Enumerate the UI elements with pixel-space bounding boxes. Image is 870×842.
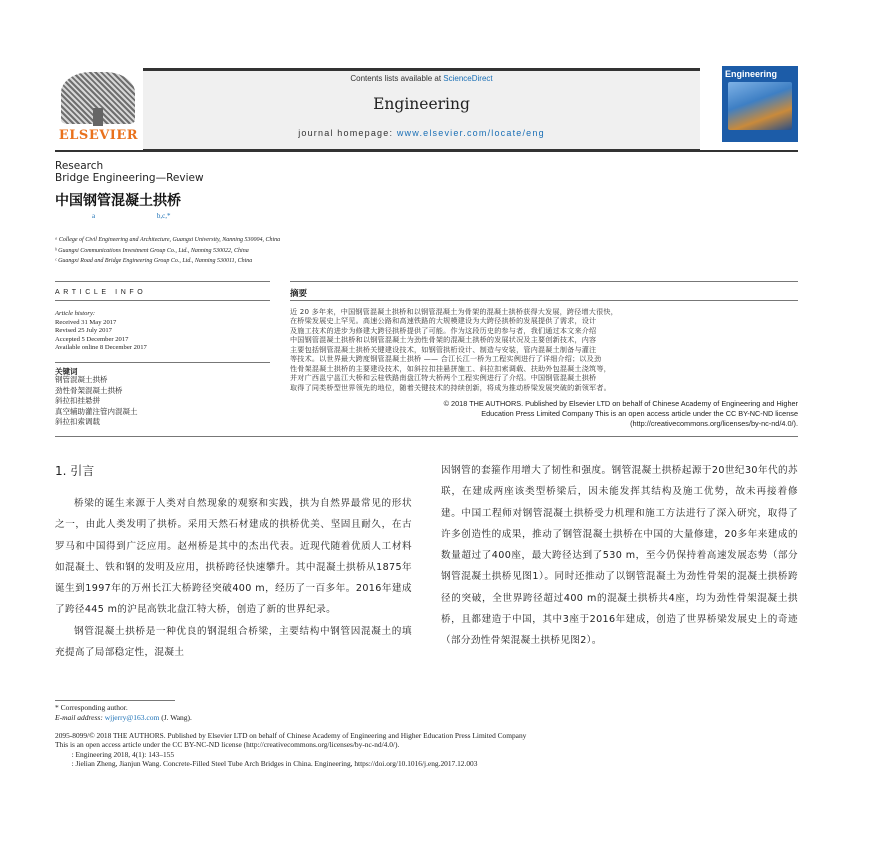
footer-line: : Engineering 2018, 4(1): 143–155 bbox=[55, 749, 175, 759]
article-title: 中国钢管混凝土拱桥 bbox=[55, 193, 181, 209]
journal-header bbox=[143, 68, 700, 151]
email-line: E-mail address: wjjerry@163.com (J. Wang). bbox=[55, 713, 192, 722]
keyword-item: 斜拉扣索调载 bbox=[55, 417, 100, 426]
abstract-line: 并对广西邕宁邕江大桥和云桂铁路南盘江特大桥两个工程实例进行了介绍。中国钢管混凝土拱桥 bbox=[290, 373, 597, 383]
keyword-item: 劲性骨架混凝土拱桥 bbox=[55, 385, 123, 395]
abstract-line: 主要包括钢管混凝土拱桥关键建设技术，如钢管拱桁设计、制造与安装，管内混凝土制备与灌注 bbox=[290, 344, 597, 354]
elsevier-logo bbox=[55, 68, 142, 146]
abstract-line: 在桥梁发展史上罕见。高速公路和高速铁路的大规模建设为大跨径拱桥的发展提供了需求，设计 bbox=[290, 316, 597, 326]
abstract-copyright: © 2018 THE AUTHORS. Published by Elsevier LTD on behalf of Chinese Academy of Engineering and Higher Education Press Limited Company This is an open access article under the CC BY-NC-ND license (http://creativecommons.org/licenses/by-nc-nd/4.0/). bbox=[443, 399, 798, 428]
abstract-text bbox=[290, 307, 798, 392]
abstract-line: 性骨架混凝土拱桥的主要建设技术，如斜拉扣挂悬拼施工、斜拉扣索调载、扶助外包混凝土浇筑等， bbox=[290, 363, 611, 373]
elsevier-wordmark: ELSEVIER bbox=[58, 128, 139, 143]
journal-name: Engineering bbox=[373, 95, 470, 113]
section-title: 1. 引言 bbox=[55, 464, 95, 478]
footnote-rule bbox=[55, 700, 175, 701]
article-type bbox=[55, 160, 204, 184]
article-info-history-rule bbox=[55, 362, 270, 363]
abstract-top-rule bbox=[290, 281, 798, 282]
keyword-item: 真空辅助灌注管内混凝土 bbox=[55, 406, 138, 416]
footer-line: 2095-8099/© 2018 THE AUTHORS. Published by Elsevier LTD on behalf of Chinese Academy of Engineering and Higher Education Press Limited Company bbox=[55, 731, 527, 740]
article-category: Research bbox=[55, 160, 104, 172]
homepage-link[interactable]: www.elsevier.com/locate/eng bbox=[396, 128, 545, 138]
author-list bbox=[92, 212, 230, 220]
article-info-top-rule bbox=[55, 281, 270, 282]
journal-cover bbox=[722, 66, 798, 142]
keywords-list bbox=[55, 375, 138, 428]
abstract-line: 中国钢管混凝土拱桥和以钢管混凝土为劲性骨架的混凝土拱桥的发展状况及主要创新技术，内容 bbox=[290, 335, 597, 345]
abstract-line: 取得了同类桥型世界领先的地位，随着关键技术的持续创新，将成为推动桥梁发展突破的新领军者。 bbox=[290, 382, 611, 392]
affiliation-c: ᶜ Guangxi Road and Bridge Engineering Group Co., Ltd., Nanning 530011, China bbox=[55, 258, 253, 264]
footnote bbox=[55, 703, 192, 723]
header-divider bbox=[55, 150, 798, 152]
footer-line: This is an open access article under the CC BY-NC-ND license (http://creativecommons.org/licenses/by-nc-nd/4.0/). bbox=[55, 740, 400, 750]
affiliation-a: ᵃ College of Civil Engineering and Architecture, Guangxi University, Nanning 530004, China bbox=[55, 237, 281, 243]
keyword-item: 斜拉扣挂悬拼 bbox=[55, 396, 100, 405]
paragraph: 钢管混凝土拱桥是一种优良的钢混组合桥梁，主要结构中钢管因混凝土的填充提高了局部稳定性，混凝土 bbox=[55, 625, 412, 659]
body-column-right bbox=[441, 460, 798, 652]
history-received: Received 31 May 2017 bbox=[55, 318, 117, 326]
article-info-heading-rule bbox=[55, 300, 270, 301]
history-label: Article history: bbox=[55, 310, 96, 317]
author-1-marker[interactable]: a bbox=[92, 212, 96, 220]
affiliations bbox=[55, 235, 280, 267]
keyword-item: 钢管混凝土拱桥 bbox=[55, 375, 108, 384]
homepage-line: journal homepage: www.elsevier.com/locate/eng bbox=[298, 128, 545, 138]
history-revised: Revised 25 July 2017 bbox=[55, 327, 112, 335]
footer-line: : Jielian Zheng, Jianjun Wang. Concrete-Filled Steel Tube Arch Bridges in China. Engineering, https://doi.org/10.1016/j.eng.2017.12.003 bbox=[55, 759, 478, 769]
article-history bbox=[55, 310, 147, 353]
article-info-heading: ARTICLE INFO bbox=[55, 289, 147, 296]
abstract-line: 等技术。以世界最大跨度钢管混凝土拱桥 —— 合江长江一桥为工程实例进行了详细介绍；以及劲 bbox=[290, 354, 602, 364]
cover-title: Engineering bbox=[725, 69, 778, 79]
author-2-marker[interactable]: b,c,* bbox=[156, 212, 171, 220]
paragraph: 因钢管的套箍作用增大了韧性和强度。钢管混凝土拱桥起源于20世纪30年代的苏联，在建成两座该类型桥梁后，因未能发挥其结构及施工优势，故未再接着修建。中国工程师对钢管混凝土拱桥受力机理和施工方法进行了深入研究，取得了许多创造性的成果，推动了钢管混凝土拱桥在中国的大量修建，20多年来建成的数量超过了400座，最大跨径达到了530 m，至今仍保持着高速发展态势（部分钢管混凝土拱桥见图1）。同时还推动了以钢管混凝土为劲性骨架的混凝土拱桥跨径的突破，全世界跨径超过400 m的混凝土拱桥共4座，均为劲性骨架混凝土拱桥，且都建造于中国，其中3座于2016年建成，创造了世界桥梁发展史上的奇迹（部分劲性骨架混凝土拱桥见图2）。 bbox=[441, 465, 799, 647]
contents-line: Contents lists available at ScienceDirect bbox=[350, 74, 493, 83]
sciencedirect-link[interactable]: ScienceDirect bbox=[443, 74, 493, 83]
history-online: Available online 8 December 2017 bbox=[55, 344, 147, 352]
abstract-line: 及施工技术的进步为修建大跨径拱桥提供了可能。作为这段历史的参与者，我们通过本文来介绍 bbox=[290, 325, 597, 335]
history-accepted: Accepted 5 December 2017 bbox=[55, 335, 129, 343]
body-column-left bbox=[55, 493, 412, 663]
footer-info bbox=[55, 731, 798, 769]
corresponding-author: * Corresponding author. bbox=[55, 703, 128, 712]
affiliation-b: ᵇ Guangxi Communications Investment Group Co., Ltd., Nanning 530022, China bbox=[55, 247, 249, 254]
abstract-line: 近 20 多年来，中国钢管混凝土拱桥和以钢管混凝土为骨架的混凝土拱桥获得大发展，跨径增大很快， bbox=[290, 307, 618, 316]
abstract-heading-rule bbox=[290, 300, 798, 301]
abstract-bottom-rule bbox=[55, 436, 798, 437]
keywords-label: 关键词 bbox=[55, 367, 78, 376]
article-subcategory: Bridge Engineering—Review bbox=[55, 172, 204, 184]
email-link[interactable]: wjjerry@163.com bbox=[104, 713, 160, 722]
paragraph: 桥梁的诞生来源于人类对自然现象的观察和实践，拱为自然界最常见的形状之一，由此人类发明了拱桥。采用天然石材建成的拱桥优美、坚固且耐久，在古罗马和中国得到广泛应用。赵州桥是其中的杰出代表。近现代随着优质人工材料如混凝土、铁和钢的发明及应用，拱桥跨径快速攀升。其中混凝土拱桥从1875年诞生到1997年的万州长江大桥跨径突破400 m，经历了一百多年。2016年建成了跨径445 m的沪昆高铁北盘江特大桥，创造了新的世界纪录。 bbox=[55, 498, 413, 616]
abstract-heading: 摘要 bbox=[290, 289, 308, 299]
cover-image bbox=[728, 82, 792, 130]
